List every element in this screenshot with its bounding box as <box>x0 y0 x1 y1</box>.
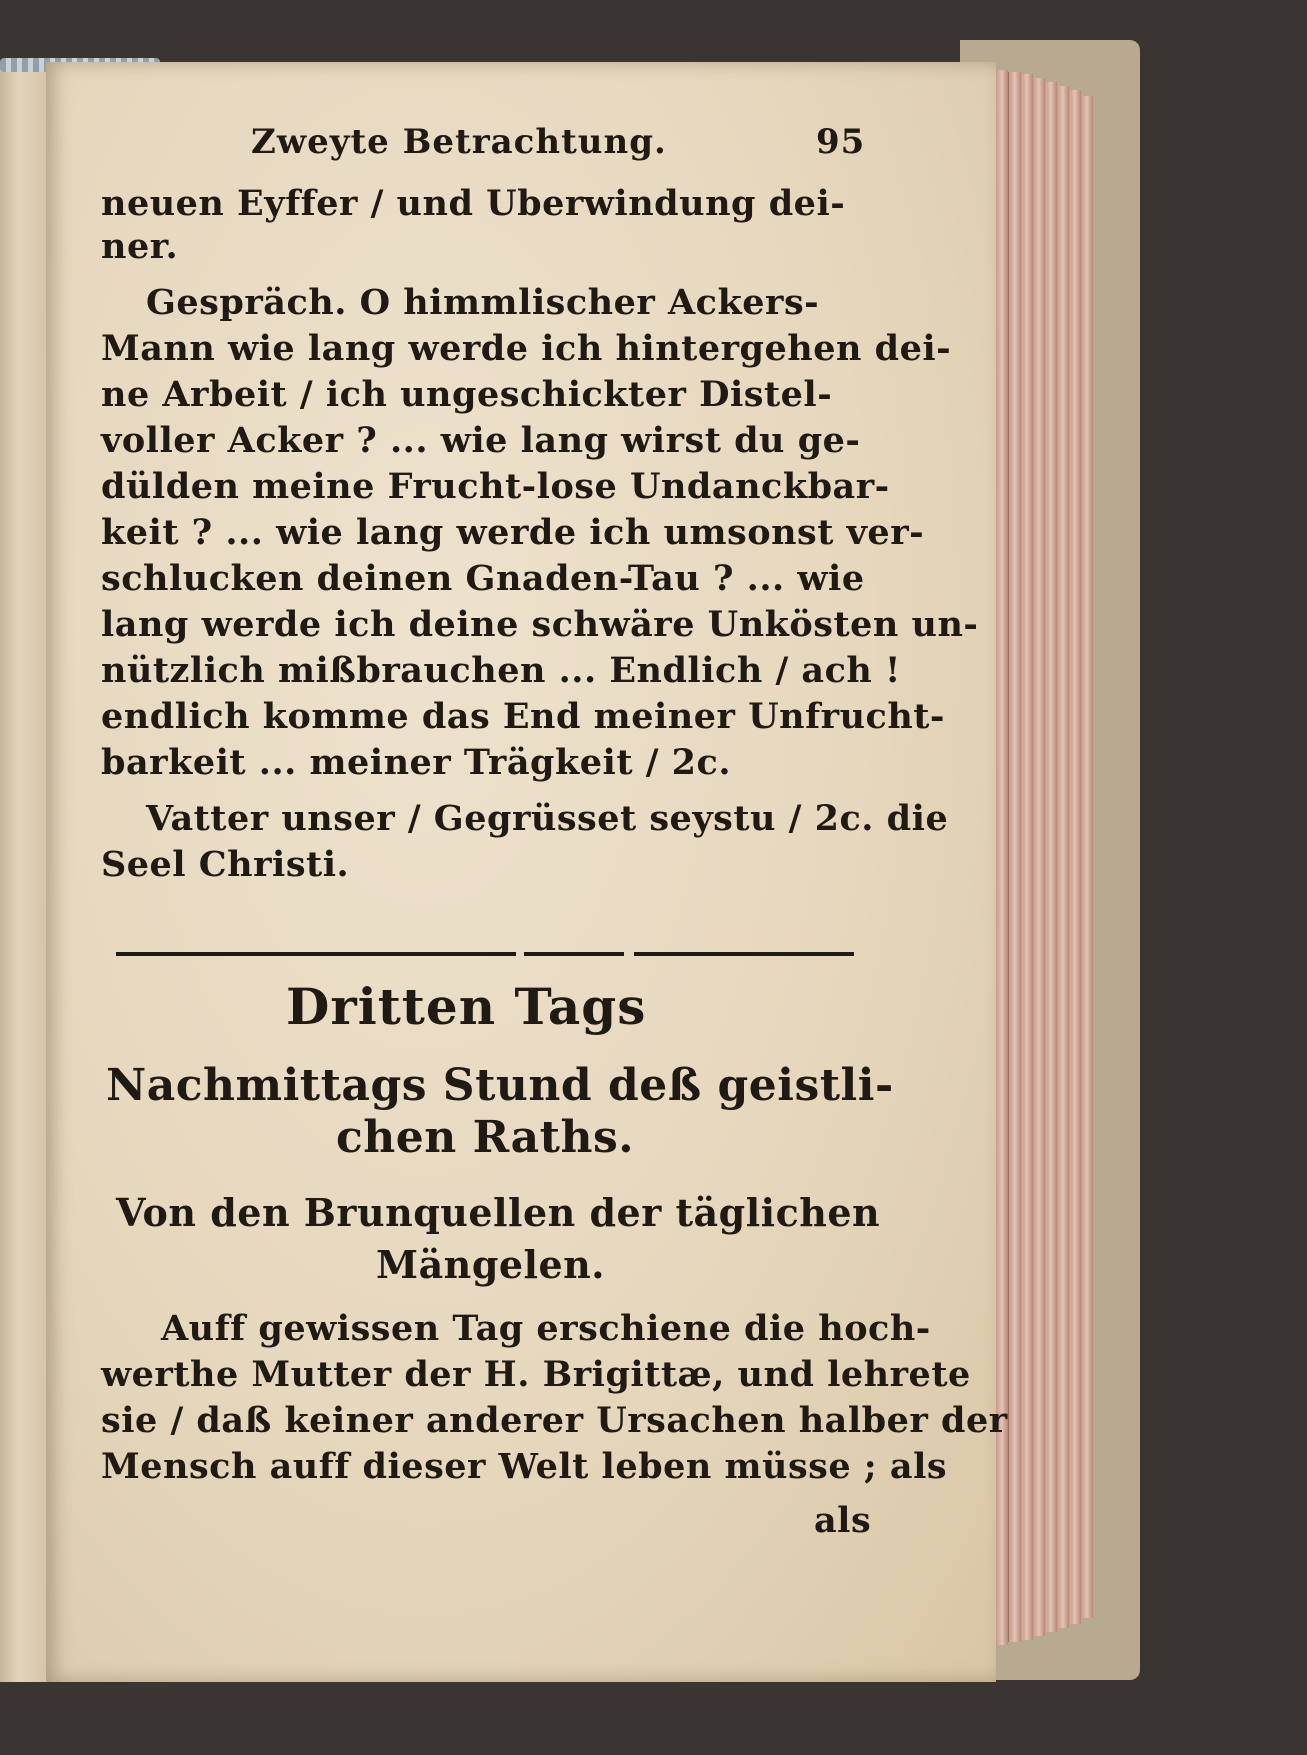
text-line: Auff gewissen Tag erschiene die hoch- <box>161 1308 931 1349</box>
section-title: Dritten Tags <box>286 977 647 1036</box>
text-line: endlich komme das End meiner Unfrucht- <box>101 696 945 737</box>
text-line: ne Arbeit / ich ungeschickter Distel- <box>101 374 833 415</box>
page-edge <box>1080 96 1093 1618</box>
text-line: Gespräch. O himmlischer Ackers- <box>146 282 820 323</box>
left-page-edge <box>0 62 48 1682</box>
running-head: Zweyte Betrachtung. <box>251 122 667 162</box>
page-edge <box>1044 82 1057 1632</box>
section-subtitle-line: Nachmittags Stund deß geistli- <box>106 1060 894 1111</box>
text-line: sie / daß keiner anderer Ursachen halber der <box>101 1400 1008 1441</box>
page-edge <box>1020 74 1033 1640</box>
text-line: lang werde ich deine schwäre Unkösten un- <box>101 604 979 645</box>
section-subtitle-line: chen Raths. <box>336 1112 635 1163</box>
section-topic-line: Von den Brunquellen der täglichen <box>116 1190 881 1235</box>
text-line: voller Acker ? ... wie lang wirst du ge- <box>101 420 861 461</box>
section-rule <box>634 952 854 956</box>
text-line: Mensch auff dieser Welt leben müsse ; als <box>101 1446 948 1487</box>
text-line: Mann wie lang werde ich hintergehen dei- <box>101 328 952 369</box>
page-edge <box>1032 78 1045 1636</box>
section-topic-line: Mängelen. <box>376 1242 606 1287</box>
section-rule <box>116 952 516 956</box>
text-line: schlucken deinen Gnaden-Tau ? ... wie <box>101 558 865 599</box>
page-number: 95 <box>816 122 866 162</box>
page-edge <box>1068 90 1081 1624</box>
page-edge <box>1056 86 1069 1628</box>
section-rule <box>524 952 624 956</box>
text-line: barkeit ... meiner Trägkeit / 2c. <box>101 742 732 783</box>
text-line: Vatter unser / Gegrüsset seystu / 2c. die <box>146 798 949 839</box>
catchword: als <box>814 1500 872 1541</box>
text-line: keit ? ... wie lang werde ich umsonst ver- <box>101 512 925 553</box>
text-line: dülden meine Frucht-lose Undanckbar- <box>101 466 890 507</box>
text-line: Seel Christi. <box>101 844 350 885</box>
book-page <box>46 62 1008 1682</box>
text-line: nützlich mißbrauchen ... Endlich / ach ! <box>101 650 901 691</box>
text-line: ner. <box>101 226 179 267</box>
page-edge <box>1008 72 1021 1642</box>
text-line: neuen Eyffer / und Uberwindung dei- <box>101 183 846 224</box>
text-line: werthe Mutter der H. Brigittæ, und lehrete <box>101 1354 971 1395</box>
